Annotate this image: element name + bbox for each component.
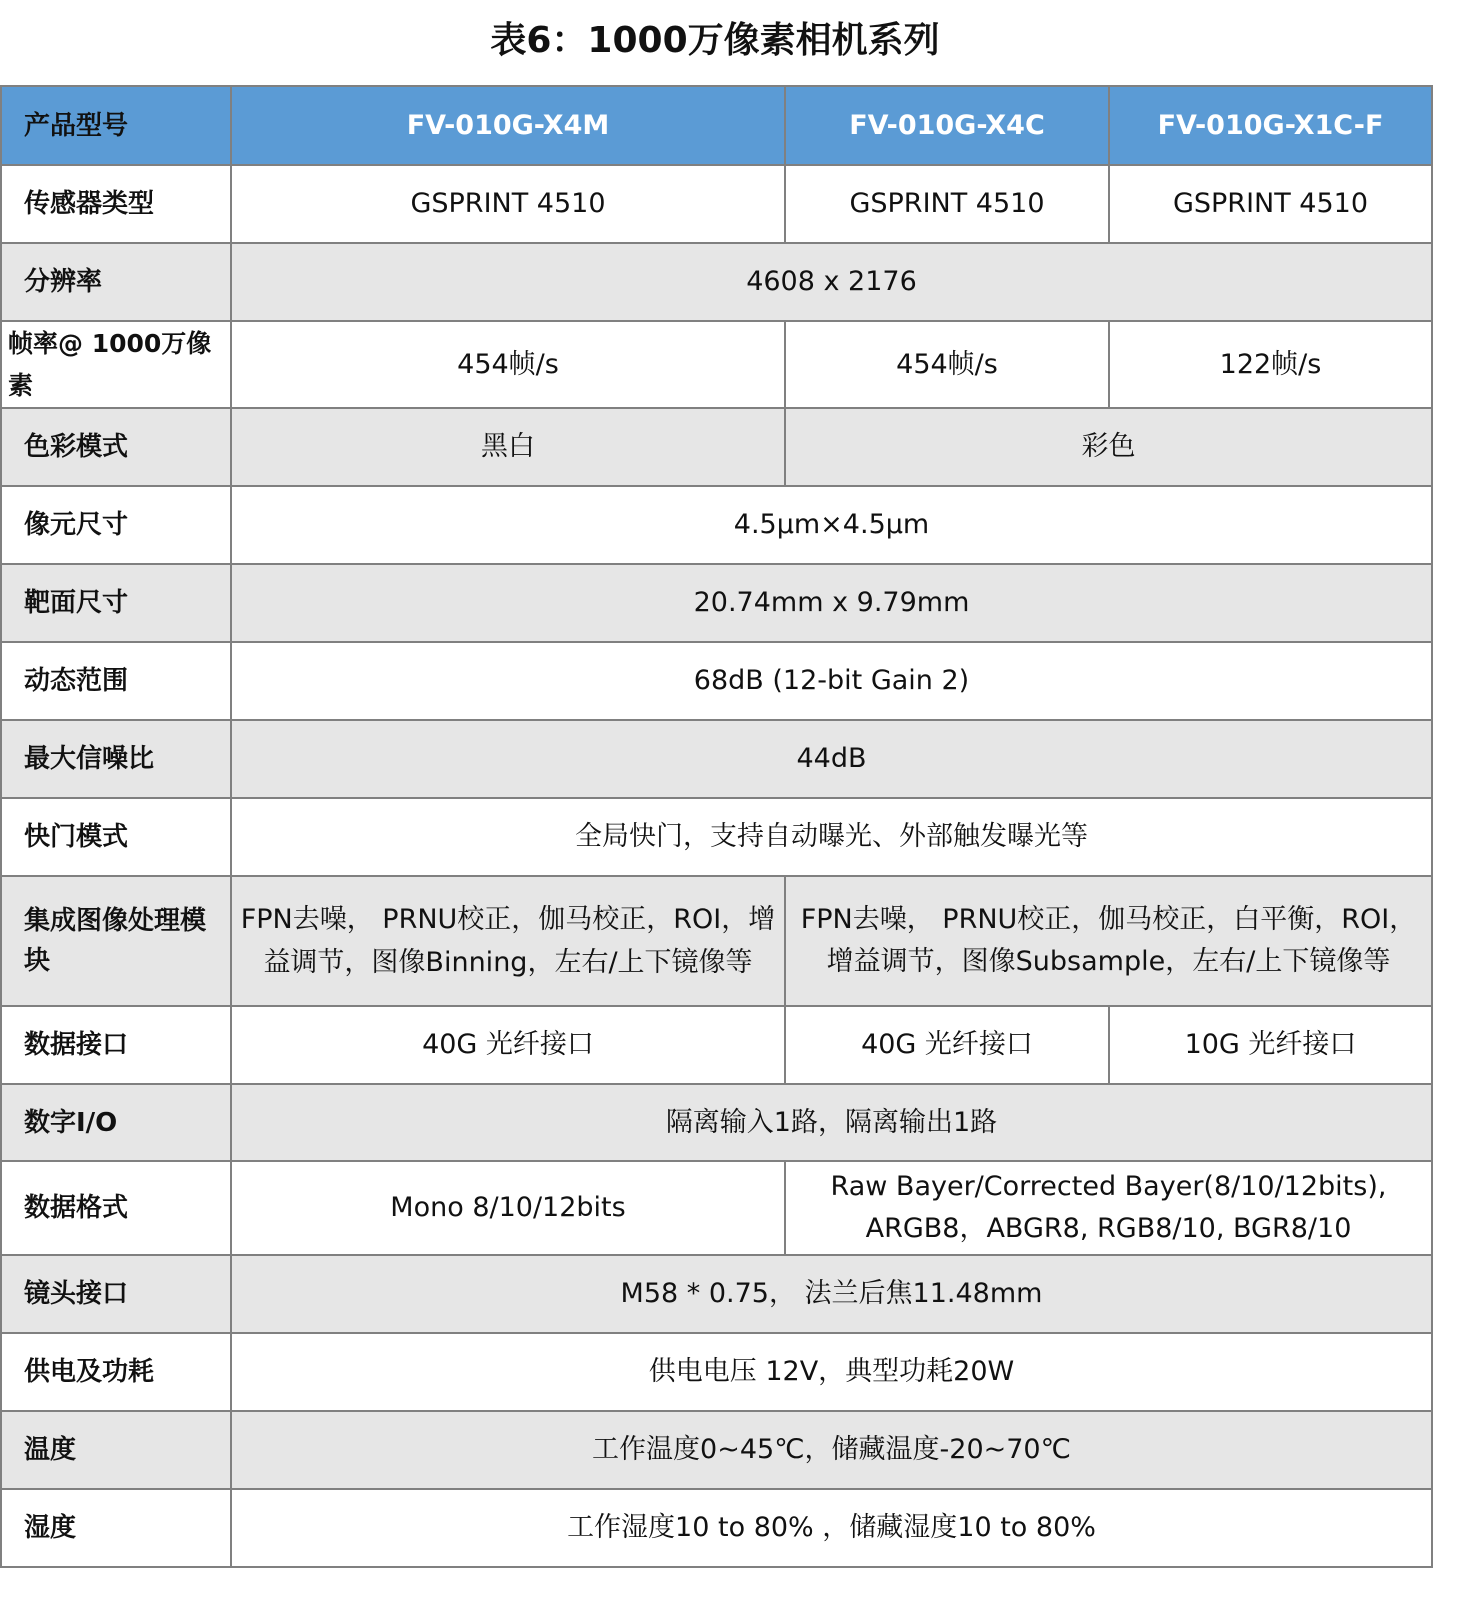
cell: Mono 8/10/12bits: [231, 1161, 785, 1255]
row-label: 数据接口: [1, 1006, 231, 1084]
cell: 彩色: [785, 408, 1432, 486]
row-label: 快门模式: [1, 798, 231, 876]
model-header: FV-010G-X1C-F: [1109, 86, 1432, 165]
cell: FPN去噪， PRNU校正，伽马校正，ROI，增益调节，图像Binning，左右/上下镜像等: [231, 876, 785, 1006]
row-label: 湿度: [1, 1489, 231, 1567]
cell: GSPRINT 4510: [1109, 165, 1432, 243]
table-row: [1, 720, 1432, 798]
cell: 工作湿度10 to 80% ，储藏湿度10 to 80%: [231, 1489, 1432, 1567]
table-row: [1, 798, 1432, 876]
cell: FPN去噪， PRNU校正，伽马校正，白平衡，ROI，增益调节，图像Subsample，左右/上下镜像等: [785, 876, 1432, 1006]
cell: 44dB: [231, 720, 1432, 798]
row-label: 色彩模式: [1, 408, 231, 486]
cell: 10G 光纤接口: [1109, 1006, 1432, 1084]
cell: 40G 光纤接口: [785, 1006, 1109, 1084]
table-header-row: [1, 86, 1432, 165]
table-row: [1, 1411, 1432, 1489]
row-label: 最大信噪比: [1, 720, 231, 798]
cell: 4608 x 2176: [231, 243, 1432, 321]
row-label: 动态范围: [1, 642, 231, 720]
cell: 黑白: [231, 408, 785, 486]
table-row: [1, 1255, 1432, 1333]
cell: 454帧/s: [231, 321, 785, 408]
cell: 4.5μm×4.5μm: [231, 486, 1432, 564]
cell: 工作温度0~45℃，储藏温度-20~70℃: [231, 1411, 1432, 1489]
row-label: 集成图像处理模块: [1, 876, 231, 1006]
row-label: 帧率@ 1000万像素: [1, 321, 231, 408]
cell: 68dB (12-bit Gain 2): [231, 642, 1432, 720]
cell: GSPRINT 4510: [231, 165, 785, 243]
row-label: 镜头接口: [1, 1255, 231, 1333]
row-label: 温度: [1, 1411, 231, 1489]
row-label: 数据格式: [1, 1161, 231, 1255]
model-header: FV-010G-X4C: [785, 86, 1109, 165]
table-title: 表6：1000万像素相机系列: [490, 20, 940, 61]
table-row: [1, 486, 1432, 564]
cell: M58 * 0.75， 法兰后焦11.48mm: [231, 1255, 1432, 1333]
row-label: 分辨率: [1, 243, 231, 321]
table-row: [1, 1084, 1432, 1161]
row-label: 靶面尺寸: [1, 564, 231, 642]
cell: 全局快门，支持自动曝光、外部触发曝光等: [231, 798, 1432, 876]
cell: 122帧/s: [1109, 321, 1432, 408]
spec-table: [0, 85, 1433, 1568]
table-row: [1, 876, 1432, 1006]
table-row: [1, 642, 1432, 720]
table-row: [1, 1489, 1432, 1567]
cell: GSPRINT 4510: [785, 165, 1109, 243]
cell: 454帧/s: [785, 321, 1109, 408]
row-label: 产品型号: [1, 86, 231, 165]
table-row: [1, 564, 1432, 642]
table-row: [1, 1333, 1432, 1411]
cell: 隔离输入1路，隔离输出1路: [231, 1084, 1432, 1161]
row-label: 供电及功耗: [1, 1333, 231, 1411]
table-row: [1, 243, 1432, 321]
row-label: 传感器类型: [1, 165, 231, 243]
table-row: [1, 165, 1432, 243]
table-row: [1, 1161, 1432, 1255]
model-header: FV-010G-X4M: [231, 86, 785, 165]
cell: 40G 光纤接口: [231, 1006, 785, 1084]
row-label: 数字I/O: [1, 1084, 231, 1161]
row-label: 像元尺寸: [1, 486, 231, 564]
table-row: [1, 321, 1432, 408]
cell: 20.74mm x 9.79mm: [231, 564, 1432, 642]
table-row: [1, 408, 1432, 486]
table-row: [1, 1006, 1432, 1084]
cell: 供电电压 12V，典型功耗20W: [231, 1333, 1432, 1411]
cell: Raw Bayer/Corrected Bayer(8/10/12bits), ARGB8，ABGR8, RGB8/10, BGR8/10: [785, 1161, 1432, 1255]
